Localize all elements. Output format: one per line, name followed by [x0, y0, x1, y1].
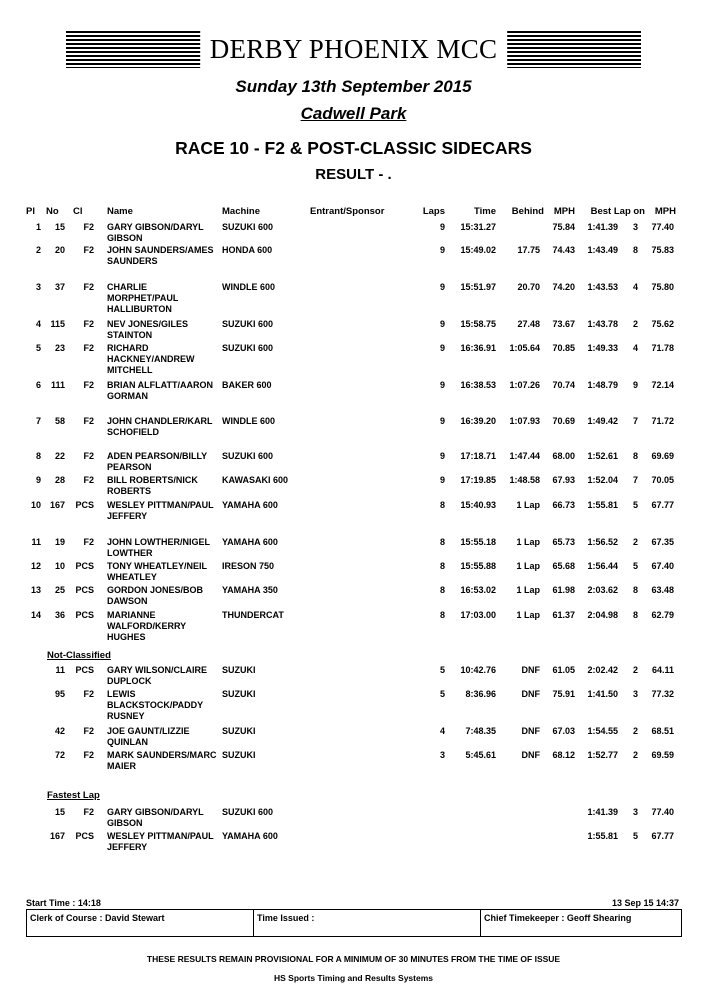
row-best-lap: 1:43.53 [587, 282, 618, 292]
row-best-mph: 62.79 [651, 610, 674, 620]
row-machine: SUZUKI [222, 726, 256, 736]
row-best-lap: 1:49.42 [587, 416, 618, 426]
row-time: 17:18.71 [460, 451, 496, 461]
row-best-lap: 1:55.81 [587, 500, 618, 510]
row-machine: SUZUKI [222, 689, 256, 699]
row-machine: YAMAHA 600 [222, 500, 278, 510]
row-riders: JOHN SAUNDERS/AMES SAUNDERS [107, 245, 214, 266]
row-class: F2 [83, 537, 94, 547]
row-class: F2 [83, 451, 94, 461]
row-best-lap: 1:43.49 [587, 245, 618, 255]
row-time: 15:51.97 [460, 282, 496, 292]
row-place: 1 [35, 222, 41, 232]
row-place: 3 [35, 282, 41, 292]
col-best-mph: MPH [654, 206, 676, 217]
row-behind: 1:48.58 [509, 475, 540, 485]
row-best-mph: 67.77 [651, 500, 674, 510]
row-best-lap-on: 4 [632, 282, 638, 292]
row-best-lap-on: 2 [632, 726, 638, 736]
row-best-lap-on: 5 [632, 831, 638, 841]
row-number: 111 [50, 380, 65, 390]
row-best-mph: 64.11 [651, 665, 674, 675]
row-riders: LEWIS BLACKSTOCK/PADDY RUSNEY [107, 689, 204, 721]
row-mph: 66.73 [552, 500, 575, 510]
row-mph: 70.74 [552, 380, 575, 390]
row-class: F2 [83, 807, 94, 817]
row-behind: 17.75 [517, 245, 540, 255]
row-best-lap-on: 5 [632, 561, 638, 571]
row-time: 17:19.85 [460, 475, 496, 485]
row-place: 14 [30, 610, 41, 620]
row-class: PCS [75, 610, 94, 620]
row-machine: SUZUKI 600 [222, 807, 274, 817]
col-cl: Cl [73, 206, 83, 217]
row-time: 15:58.75 [460, 319, 496, 329]
row-behind: DNF [521, 726, 540, 736]
row-behind: 1 Lap [516, 585, 540, 595]
timing-provider: HS Sports Timing and Results Systems [273, 973, 434, 983]
row-machine: IRESON 750 [222, 561, 275, 571]
row-machine: WINDLE 600 [222, 416, 276, 426]
row-best-lap: 2:03.62 [587, 585, 618, 595]
row-place: 5 [35, 343, 41, 353]
row-number: 19 [54, 537, 65, 547]
row-place: 11 [31, 537, 41, 547]
row-mph: 68.00 [552, 451, 575, 461]
row-best-lap-on: 2 [632, 319, 638, 329]
row-machine: YAMAHA 600 [222, 537, 278, 547]
row-riders: WESLEY PITTMAN/PAUL JEFFERY [107, 500, 214, 521]
row-place: 7 [35, 416, 41, 426]
row-laps: 8 [439, 585, 445, 595]
row-mph: 70.69 [552, 416, 575, 426]
start-time: Start Time : 14:18 [26, 898, 101, 908]
row-riders: BILL ROBERTS/NICK ROBERTS [107, 475, 198, 496]
row-mph: 74.20 [552, 282, 575, 292]
row-mph: 61.37 [552, 610, 575, 620]
row-best-mph: 77.40 [651, 222, 674, 232]
row-mph: 74.43 [552, 245, 575, 255]
row-riders: MARK SAUNDERS/MARC MAIER [107, 750, 217, 771]
row-riders: JOHN LOWTHER/NIGEL LOWTHER [107, 537, 210, 558]
row-number: 37 [54, 282, 65, 292]
row-machine: KAWASAKI 600 [222, 475, 289, 485]
row-behind: 1 Lap [516, 610, 540, 620]
row-class: F2 [83, 416, 94, 426]
row-best-lap: 1:41.39 [587, 222, 618, 232]
row-place: 6 [35, 380, 41, 390]
row-number: 23 [54, 343, 65, 353]
row-best-mph: 71.78 [651, 343, 674, 353]
event-date: Sunday 13th September 2015 [235, 77, 472, 96]
col-no: No [46, 206, 59, 217]
row-laps: 8 [439, 500, 445, 510]
row-best-lap-on: 8 [632, 610, 638, 620]
row-class: F2 [83, 380, 94, 390]
clerk-of-course-box: Clerk of Course : David Stewart [26, 909, 254, 937]
row-number: 11 [55, 665, 65, 675]
row-best-lap: 1:49.33 [587, 343, 618, 353]
row-laps: 8 [439, 610, 445, 620]
row-behind: DNF [521, 750, 540, 760]
row-riders: MARIANNE WALFORD/KERRY HUGHES [107, 610, 187, 642]
row-number: 115 [50, 319, 65, 329]
row-number: 167 [49, 500, 65, 510]
row-laps: 8 [439, 537, 445, 547]
row-best-mph: 68.51 [651, 726, 674, 736]
row-number: 28 [54, 475, 65, 485]
row-number: 95 [54, 689, 65, 699]
row-riders: TONY WHEATLEY/NEIL WHEATLEY [107, 561, 207, 582]
row-laps: 9 [439, 380, 445, 390]
row-machine: SUZUKI 600 [222, 343, 274, 353]
row-best-lap-on: 2 [632, 750, 638, 760]
row-mph: 65.73 [552, 537, 575, 547]
row-machine: YAMAHA 600 [222, 831, 278, 841]
row-best-lap: 1:54.55 [587, 726, 618, 736]
row-laps: 9 [439, 475, 445, 485]
col-mph: MPH [553, 206, 575, 217]
row-time: 5:45.61 [465, 750, 496, 760]
row-best-lap-on: 3 [632, 222, 638, 232]
row-class: PCS [75, 500, 94, 510]
row-machine: SUZUKI [222, 750, 256, 760]
row-best-lap-on: 4 [632, 343, 638, 353]
row-behind: DNF [521, 665, 540, 675]
row-best-lap: 2:04.98 [587, 610, 618, 620]
row-time: 8:36.96 [465, 689, 496, 699]
row-class: F2 [83, 750, 94, 760]
col-machine: Machine [222, 206, 261, 217]
row-best-lap-on: 8 [632, 451, 638, 461]
print-timestamp: 13 Sep 15 14:37 [611, 898, 679, 908]
club-title: DERBY PHOENIX MCC [200, 31, 508, 68]
row-best-lap: 1:43.78 [587, 319, 618, 329]
row-best-lap-on: 3 [632, 689, 638, 699]
row-class: F2 [83, 222, 94, 232]
row-number: 42 [54, 726, 65, 736]
row-riders: GORDON JONES/BOB DAWSON [107, 585, 204, 606]
row-number: 15 [54, 807, 65, 817]
row-best-mph: 72.14 [651, 380, 674, 390]
row-riders: ADEN PEARSON/BILLY PEARSON [107, 451, 208, 472]
row-best-lap: 1:48.79 [587, 380, 618, 390]
row-number: 15 [54, 222, 65, 232]
row-place: 13 [30, 585, 41, 595]
row-machine: YAMAHA 350 [222, 585, 278, 595]
time-issued-box: Time Issued : [253, 909, 481, 937]
row-mph: 75.84 [552, 222, 575, 232]
row-best-lap-on: 8 [632, 245, 638, 255]
row-machine: SUZUKI 600 [222, 451, 274, 461]
row-best-lap: 1:52.77 [587, 750, 618, 760]
race-title: RACE 10 - F2 & POST-CLASSIC SIDECARS [175, 138, 532, 158]
row-number: 25 [54, 585, 65, 595]
row-best-mph: 77.32 [651, 689, 674, 699]
row-mph: 61.05 [552, 665, 575, 675]
row-time: 15:31.27 [460, 222, 496, 232]
col-entrant: Entrant/Sponsor [310, 206, 385, 217]
row-class: PCS [75, 561, 94, 571]
row-class: F2 [83, 245, 94, 255]
row-behind: 1 Lap [516, 561, 540, 571]
row-time: 15:40.93 [460, 500, 496, 510]
row-class: F2 [83, 319, 94, 329]
row-laps: 9 [439, 222, 445, 232]
row-number: 72 [54, 750, 65, 760]
row-machine: SUZUKI 600 [222, 319, 274, 329]
row-laps: 9 [439, 245, 445, 255]
col-behind: Behind [511, 206, 544, 217]
chief-timekeeper-box: Chief Timekeeper : Geoff Shearing [480, 909, 682, 937]
row-class: PCS [75, 831, 94, 841]
row-time: 7:48.35 [465, 726, 496, 736]
row-best-lap: 1:41.50 [587, 689, 618, 699]
row-place: 8 [35, 451, 41, 461]
row-best-lap: 1:56.44 [587, 561, 618, 571]
row-behind: 1:07.93 [509, 416, 540, 426]
row-number: 36 [54, 610, 65, 620]
row-best-mph: 69.59 [651, 750, 674, 760]
row-best-mph: 75.80 [651, 282, 674, 292]
row-time: 15:55.18 [460, 537, 496, 547]
row-best-mph: 77.40 [651, 807, 674, 817]
row-number: 167 [49, 831, 65, 841]
row-behind: 20.70 [517, 282, 540, 292]
row-laps: 4 [439, 726, 445, 736]
row-time: 10:42.76 [460, 665, 496, 675]
row-time: 15:55.88 [460, 561, 496, 571]
row-number: 58 [54, 416, 65, 426]
row-riders: GARY GIBSON/DARYL GIBSON [107, 222, 204, 243]
row-behind: 1:07.26 [509, 380, 540, 390]
col-best-lap-on: Best Lap on [590, 206, 645, 217]
row-riders: JOE GAUNT/LIZZIE QUINLAN [107, 726, 190, 747]
row-behind: 1 Lap [516, 500, 540, 510]
row-class: F2 [83, 475, 94, 485]
row-best-lap: 1:52.04 [587, 475, 618, 485]
row-riders: NEV JONES/GILES STAINTON [107, 319, 189, 340]
row-mph: 61.98 [552, 585, 575, 595]
row-best-mph: 67.40 [651, 561, 674, 571]
row-class: PCS [75, 585, 94, 595]
row-laps: 5 [439, 689, 445, 699]
row-time: 16:39.20 [460, 416, 496, 426]
row-machine: SUZUKI [222, 665, 256, 675]
row-best-lap-on: 8 [632, 585, 638, 595]
row-riders: RICHARD HACKNEY/ANDREW MITCHELL [107, 343, 195, 375]
row-best-lap: 1:55.81 [587, 831, 618, 841]
row-laps: 9 [439, 343, 445, 353]
row-time: 17:03.00 [460, 610, 496, 620]
row-best-mph: 75.83 [651, 245, 674, 255]
row-place: 4 [35, 319, 41, 329]
row-place: 2 [35, 245, 41, 255]
row-number: 20 [54, 245, 65, 255]
row-machine: BAKER 600 [222, 380, 272, 390]
col-name: Name [107, 206, 133, 217]
row-best-mph: 63.48 [651, 585, 674, 595]
row-riders: GARY GIBSON/DARYL GIBSON [107, 807, 204, 828]
row-class: F2 [83, 689, 94, 699]
row-time: 16:36.91 [460, 343, 496, 353]
row-behind: DNF [521, 689, 540, 699]
row-place: 12 [30, 561, 41, 571]
row-behind: 27.48 [517, 319, 540, 329]
not-classified-heading: Not-Classified [47, 650, 111, 661]
result-label: RESULT - . [315, 166, 392, 183]
row-class: PCS [75, 665, 94, 675]
row-best-mph: 75.62 [651, 319, 674, 329]
row-machine: SUZUKI 600 [222, 222, 274, 232]
row-laps: 9 [439, 451, 445, 461]
row-mph: 70.85 [552, 343, 575, 353]
club-banner [66, 31, 641, 68]
row-best-mph: 70.05 [651, 475, 674, 485]
row-behind: 1:05.64 [509, 343, 540, 353]
row-best-mph: 67.77 [651, 831, 674, 841]
row-best-lap: 2:02.42 [587, 665, 618, 675]
row-best-lap-on: 9 [632, 380, 638, 390]
row-laps: 9 [439, 319, 445, 329]
row-class: F2 [83, 282, 94, 292]
row-best-lap: 1:52.61 [587, 451, 618, 461]
row-mph: 67.03 [552, 726, 575, 736]
row-best-lap-on: 2 [632, 537, 638, 547]
row-riders: WESLEY PITTMAN/PAUL JEFFERY [107, 831, 214, 852]
row-riders: GARY WILSON/CLAIRE DUPLOCK [107, 665, 208, 686]
row-best-lap-on: 3 [632, 807, 638, 817]
row-mph: 75.91 [552, 689, 575, 699]
row-riders: BRIAN ALFLATT/AARON GORMAN [107, 380, 213, 401]
row-riders: JOHN CHANDLER/KARL SCHOFIELD [107, 416, 213, 437]
row-best-lap-on: 7 [632, 475, 638, 485]
row-best-lap: 1:41.39 [587, 807, 618, 817]
row-class: F2 [83, 343, 94, 353]
row-place: 10 [30, 500, 41, 510]
col-laps: Laps [422, 206, 445, 217]
row-class: F2 [83, 726, 94, 736]
event-venue: Cadwell Park [300, 104, 407, 123]
row-best-mph: 67.35 [651, 537, 674, 547]
row-number: 22 [54, 451, 65, 461]
fastest-lap-heading: Fastest Lap [47, 790, 100, 801]
row-best-lap-on: 2 [632, 665, 638, 675]
provisional-notice: THESE RESULTS REMAIN PROVISIONAL FOR A MINIMUM OF 30 MINUTES FROM THE TIME OF ISSUE [146, 954, 561, 964]
row-laps: 9 [439, 282, 445, 292]
row-best-lap-on: 5 [632, 500, 638, 510]
row-time: 16:53.02 [460, 585, 496, 595]
row-mph: 65.68 [552, 561, 575, 571]
row-laps: 3 [439, 750, 445, 760]
row-place: 9 [35, 475, 41, 485]
row-machine: HONDA 600 [222, 245, 273, 255]
row-best-lap: 1:56.52 [587, 537, 618, 547]
row-laps: 5 [439, 665, 445, 675]
row-number: 10 [54, 561, 65, 571]
row-mph: 68.12 [552, 750, 575, 760]
row-best-lap-on: 7 [632, 416, 638, 426]
row-laps: 9 [439, 416, 445, 426]
col-time: Time [473, 206, 496, 217]
row-behind: 1 Lap [516, 537, 540, 547]
row-behind: 1:47.44 [509, 451, 540, 461]
row-mph: 73.67 [552, 319, 575, 329]
row-riders: CHARLIE MORPHET/PAUL HALLIBURTON [107, 282, 179, 314]
row-laps: 8 [439, 561, 445, 571]
row-best-mph: 69.69 [651, 451, 674, 461]
row-best-mph: 71.72 [651, 416, 674, 426]
col-pl: Pl [26, 206, 35, 217]
row-time: 16:38.53 [460, 380, 496, 390]
row-time: 15:49.02 [460, 245, 496, 255]
row-machine: WINDLE 600 [222, 282, 276, 292]
row-mph: 67.93 [552, 475, 575, 485]
row-machine: THUNDERCAT [222, 610, 284, 620]
